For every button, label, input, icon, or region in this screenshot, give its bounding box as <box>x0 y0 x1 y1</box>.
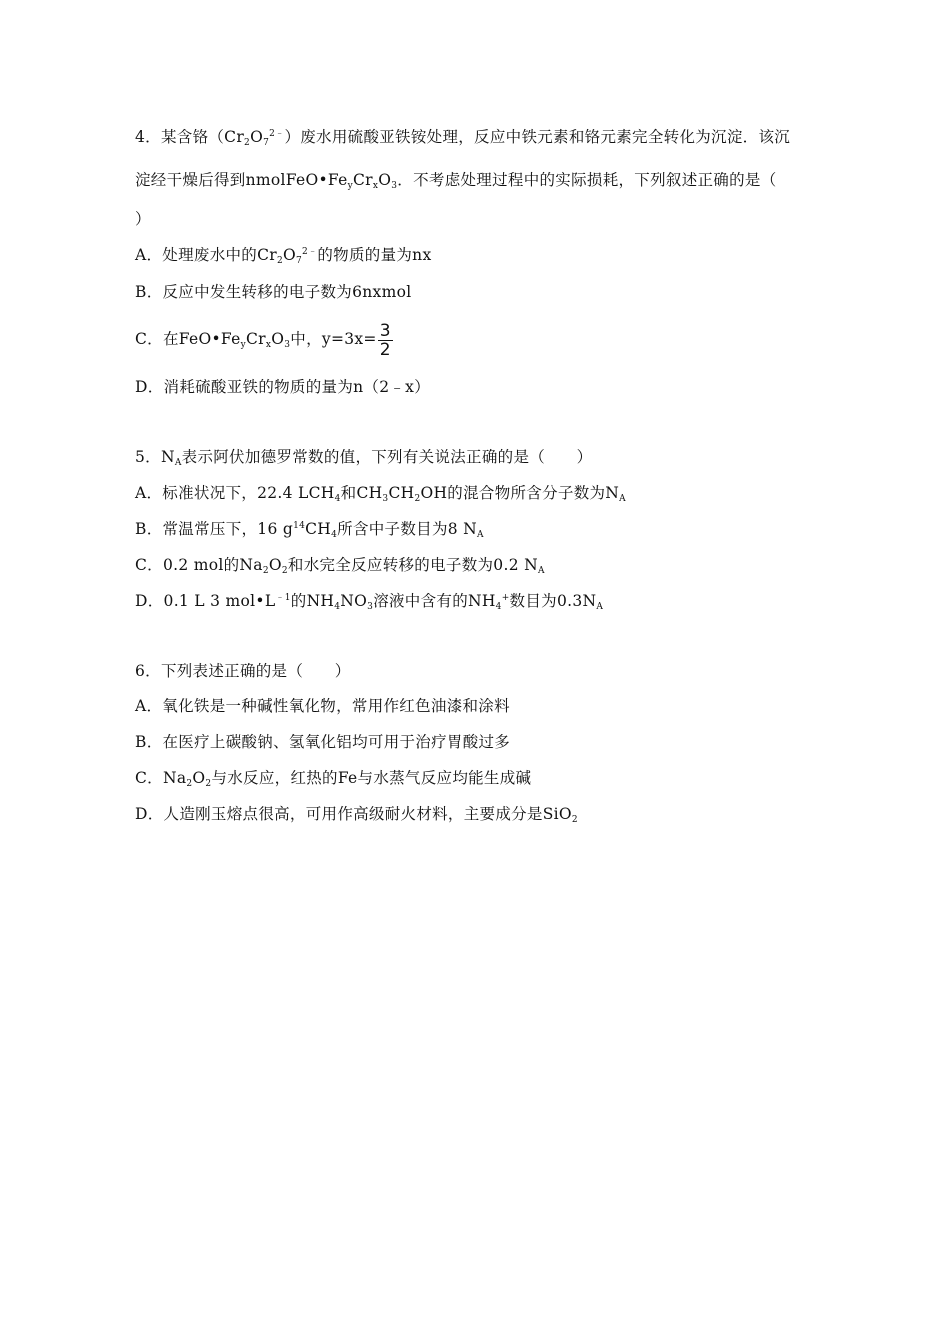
q4-stem-line1: 4．某含铬$(Cr_2O_7^{2﹣})$废水用硫酸亚铁铵处理，反应中铁元素和铬元素完全转化为沉淀．该沉 <box>135 128 791 148</box>
q4-stem-line2: 淀经干燥后得到$nmolFeO•Fe_yCr_xO_3$．不考虑处理过程中的实际损耗，下列叙述正确的是（ <box>135 171 777 191</box>
q4-option-d: D．消耗硫酸亚铁的物质的量为n（2﹣x） <box>135 378 431 396</box>
q4-option-c: C．在$FeO•Fe_yCr_xO_3$中，y=3x= $\frac{3}{2}$ <box>135 320 391 360</box>
q6-stem: 6．下列表述正确的是（ ） <box>135 662 351 680</box>
q6-option-d: D．人造刚玉熔点很高，可用作高级耐火材料，主要成分是SiO$_2$ <box>135 805 578 825</box>
q5-stem: 5．$N_A$表示阿伏加德罗常数的值，下列有关说法正确的是（ ） <box>135 448 593 468</box>
fraction-three-halves: $\frac{3}{2}$ <box>379 320 391 360</box>
q5-option-b: B．常温常压下，16 $g^{14}CH_4$所含中子数目为8 $N_A$ <box>135 520 484 540</box>
q5-option-d: D．0.1 L 3 $mol•L^{﹣1}$的$NH_4NO_3$溶液中含有的$NH_4^+$数目为$0.3N_A$ <box>135 592 604 612</box>
q6-option-b: B．在医疗上碳酸钠、氢氧化铝均可用于治疗胃酸过多 <box>135 733 511 751</box>
q4-stem-close: ） <box>135 210 151 228</box>
q5-option-c: C．0.2 mol的$Na_2O_2$和水完全反应转移的电子数为0.2 $N_A$ <box>135 556 545 576</box>
q6-option-a: A．氧化铁是一种碱性氧化物，常用作红色油漆和涂料 <box>135 697 510 715</box>
q4-option-b: B．反应中发生转移的电子数为6nxmol <box>135 283 412 301</box>
q5-option-a: A．标准状况下，22.4 $LCH_4$和$CH_3CH_2OH$的混合物所含分子数为$N_A$ <box>135 484 626 504</box>
q4-option-a: A．处理废水中的$Cr_2O_7^{2﹣}$的物质的量为nx <box>135 246 432 266</box>
q4-number: 4． <box>135 128 161 146</box>
q6-option-c: C．$Na_2O_2$与水反应，红热的Fe与水蒸气反应均能生成碱 <box>135 769 532 789</box>
